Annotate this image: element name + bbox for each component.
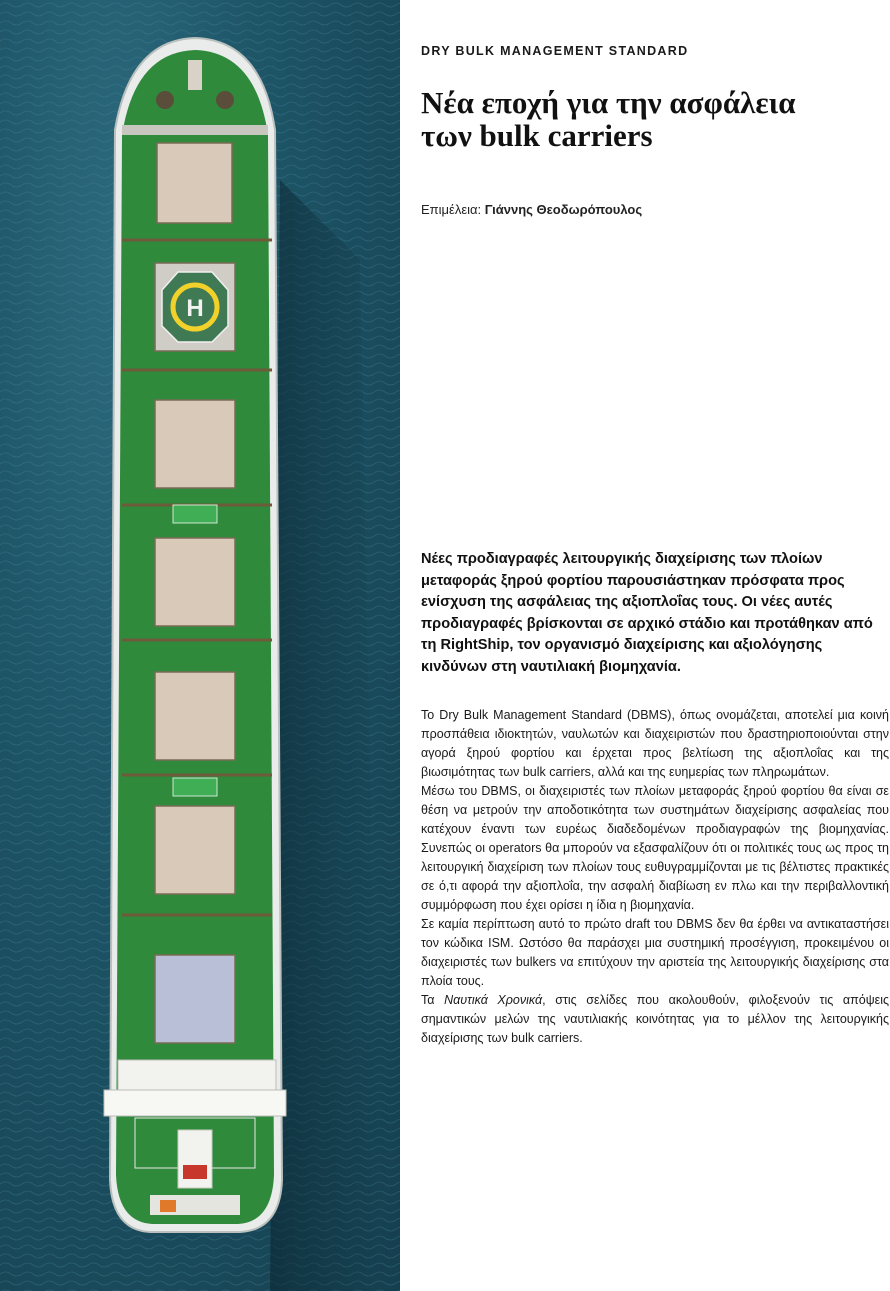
byline-author: Γιάννης Θεοδωρόπουλος	[484, 202, 643, 217]
body-paragraph-4	[421, 991, 889, 1048]
section-kicker: DRY BULK MANAGEMENT STANDARD	[421, 44, 689, 58]
byline-label: Επιμέλεια:	[421, 202, 482, 217]
lead-paragraph: Νέες προδιαγραφές λειτουργικής διαχείρισης των πλοίων μεταφοράς ξηρού φορτίου παρουσιάστηκαν πρόσφατα προς ενίσχυση της ασφάλειας της αξιοπλοΐας τους. Οι νέες αυτές προδιαγραφές βρίσκονται σε αρχικό στάδιο και προτάθηκαν από τη RightShip, τον οργανισμό διαχείρισης και αξιολόγησης κινδύνων στη ναυτιλιακή βιομηχανία.	[421, 551, 873, 675]
ship-illustration	[0, 0, 400, 1291]
title-line-2: των bulk carriers	[421, 118, 653, 153]
ship-aerial-photo	[0, 0, 400, 1291]
byline	[421, 202, 642, 217]
para4-start: Τα	[421, 993, 445, 1007]
helipad-letter: H	[186, 295, 204, 322]
body-paragraph-3: Σε καμία περίπτωση αυτό το πρώτο draft του DBMS δεν θα έρθει να αντικαταστήσει τον κώδικα ISM. Ωστόσο θα παράσχει μια συστημική προσέγγιση, προκειμένου οι διαχειριστές των bulkers να επιτύχουν την αριστεία της λειτουργικής διαχείρισης στα πλοία τους.	[421, 917, 889, 988]
body-paragraph-2: Μέσω του DBMS, οι διαχειριστές των πλοίων μεταφοράς ξηρού φορτίου θα είναι σε θέση να μετρούν την αποδοτικότητα των συστημάτων διαχείρισης ασφαλείας που κατέχουν έναντι των ευρέως διαδεδομένων προδιαγραφών της βιομηχανίας. Συνεπώς οι operators θα μπορούν να εξασφαλίζουν ότι οι πολιτικές τους ως προς τη λειτουργική διαχείριση των πλοίων τους ευθυγραμμίζονται με τις βέλτιστες πρακτικές σε ό,τι αφορά την αξιοπλοΐα, την ασφαλή διαβίωση εν πλω και την περιβαλλοντική συμμόρφωση που έχει ορίσει η ίδια η βιομηχανία.	[421, 784, 889, 912]
article-title	[421, 86, 861, 152]
article-body	[421, 706, 889, 1048]
publication-name: Ναυτικά Χρονικά	[444, 993, 543, 1007]
title-line-1: Νέα εποχή για την ασφάλεια	[421, 85, 796, 120]
body-paragraph-1: Το Dry Bulk Management Standard (DBMS), όπως ονομάζεται, αποτελεί μια κοινή προσπάθεια ιδιοκτητών, ναυλωτών και διαχειριστών που δραστηριοποιούνται στην αγορά ξηρού φορτίου και έρχεται προς βελτίωση της αξιοπλοΐας και της βιωσιμότητας των bulk carriers, αλλά και της ευημερίας των πληρωμάτων.	[421, 708, 889, 779]
para4-rest: , στις σελίδες που ακολουθούν, φιλοξενούν τις απόψεις σημαντικών μελών της ναυτιλιακής κοινότητας για το μέλλον της λειτουργικής διαχείρισης των bulk carriers.	[421, 993, 889, 1045]
